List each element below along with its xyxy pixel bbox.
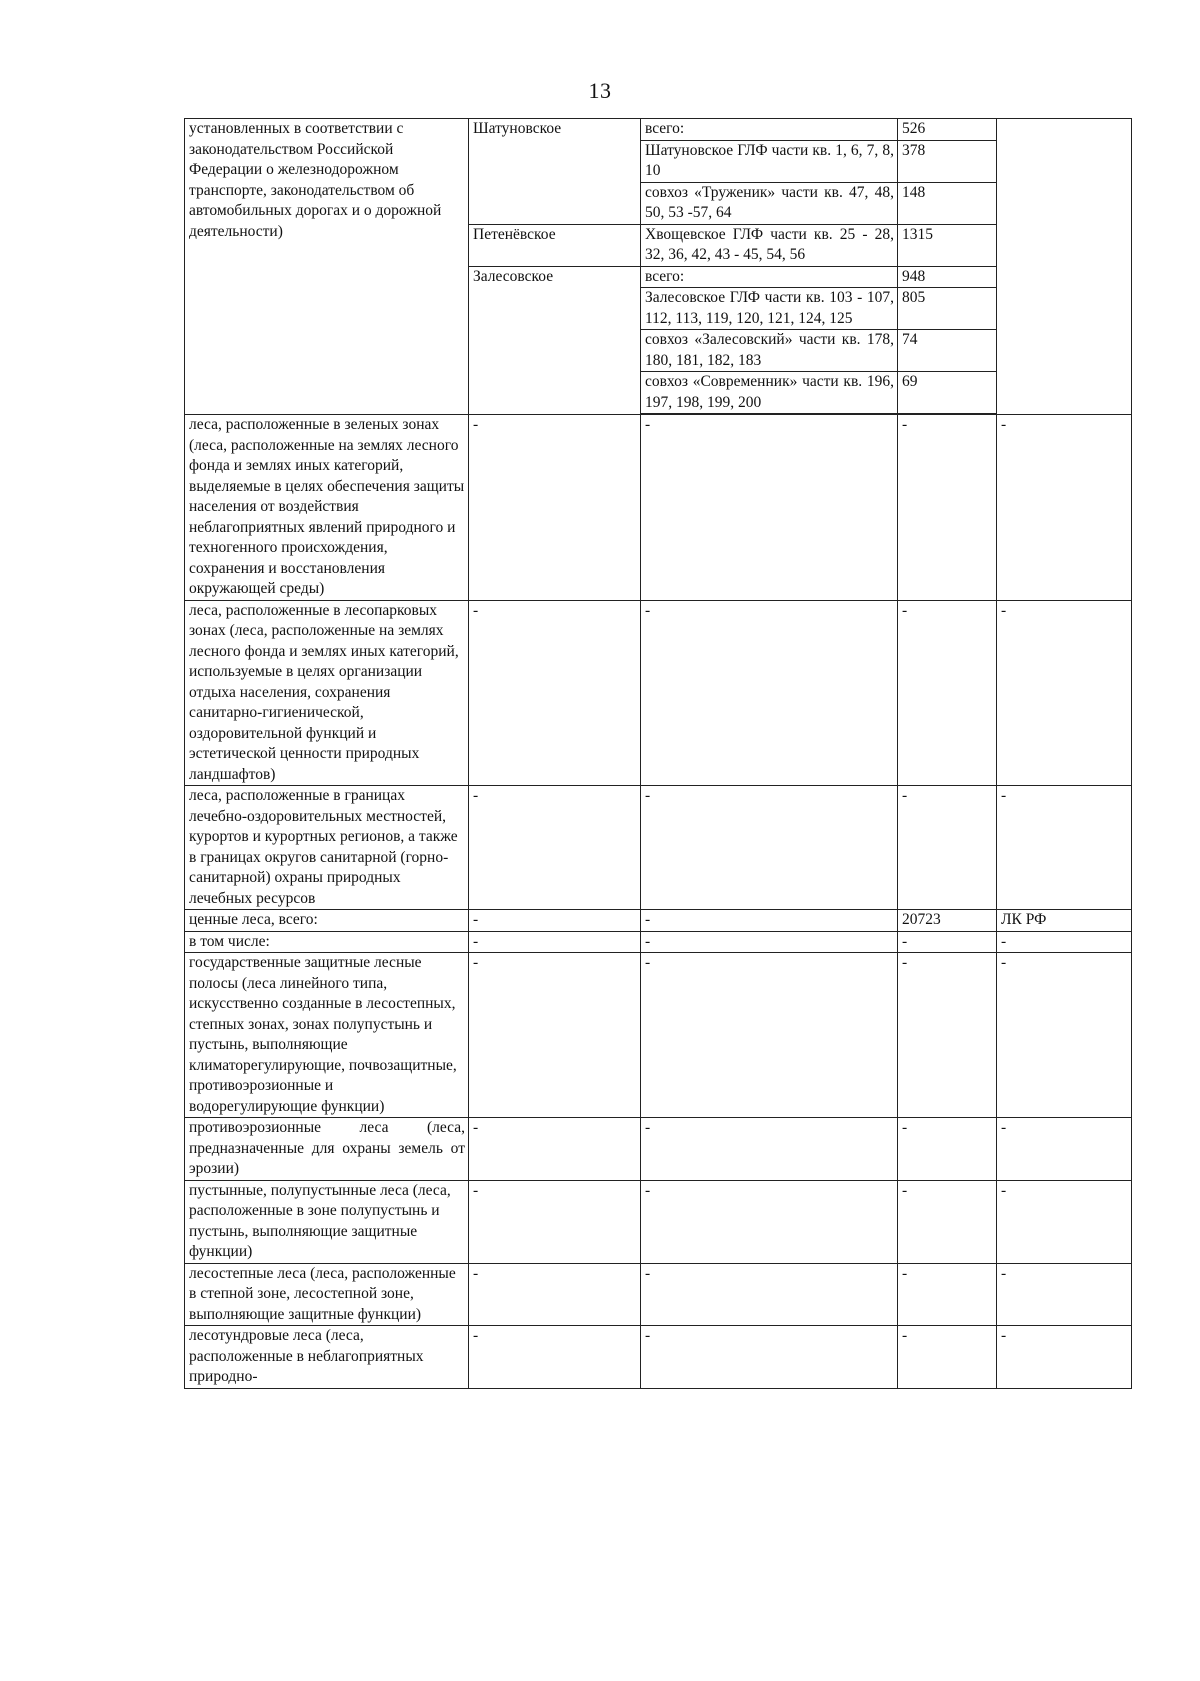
basis-cell: - [997, 953, 1132, 1118]
area-value-cell: 148 [898, 182, 997, 224]
basis-cell: - [997, 1263, 1132, 1326]
basis-cell [997, 119, 1132, 415]
category-cell: пустынные, полупустынные леса (леса, расположенные в зоне полупустынь и пустынь, выполняющие защитные функции) [185, 1180, 469, 1263]
area-value-cell: - [898, 931, 997, 953]
page-number: 13 [588, 78, 612, 103]
area-value-cell: 805 [898, 288, 997, 330]
district-cell: - [469, 600, 641, 786]
area-value-cell: 69 [898, 372, 997, 414]
table-row [185, 1263, 1132, 1326]
area-desc-cell: совхоз «Современник» части кв. 196, 197, 198, 199, 200 [641, 372, 898, 414]
area-desc-cell: Шатуновское ГЛФ части кв. 1, 6, 7, 8, 10 [641, 140, 898, 182]
area-value-cell: 1315 [898, 224, 997, 266]
basis-cell: - [997, 786, 1132, 910]
category-cell: леса, расположенные в границах лечебно-оздоровительных местностей, курортов и курортных регионов, а также в границах округов санитарной (горно-санитарной) охраны природных лечебных ресурсов [185, 786, 469, 910]
basis-cell: - [997, 1180, 1132, 1263]
area-desc-cell: - [641, 910, 898, 932]
area-desc-cell: Залесовское ГЛФ части кв. 103 - 107, 112, 113, 119, 120, 121, 124, 125 [641, 288, 898, 330]
table-row [185, 1118, 1132, 1181]
district-cell: - [469, 1326, 641, 1389]
district-cell: - [469, 931, 641, 953]
area-value-cell: 948 [898, 266, 997, 288]
category-cell: противоэрозионные леса (леса, предназначенные для охраны земель от эрозии) [185, 1118, 469, 1181]
area-desc-cell: всего: [641, 119, 898, 141]
area-desc-cell: - [641, 1180, 898, 1263]
area-desc-cell: совхоз «Залесовский» части кв. 178, 180, 181, 182, 183 [641, 330, 898, 372]
area-desc-cell: - [641, 1326, 898, 1389]
table-row [185, 953, 1132, 1118]
area-desc-cell: - [641, 600, 898, 786]
area-desc-cell: - [641, 931, 898, 953]
district-cell: Шатуновское [469, 119, 641, 225]
area-value-cell: 20723 [898, 910, 997, 932]
area-desc-cell: - [641, 786, 898, 910]
area-value-cell: - [898, 1263, 997, 1326]
district-cell: - [469, 953, 641, 1118]
district-cell: Петенёвское [469, 224, 641, 266]
area-desc-cell: совхоз «Труженик» части кв. 47, 48, 50, 53 -57, 64 [641, 182, 898, 224]
category-cell: лесотундровые леса (леса, расположенные в неблагоприятных природно- [185, 1326, 469, 1389]
table-row [185, 119, 1132, 141]
basis-cell: - [997, 415, 1132, 601]
basis-cell: - [997, 931, 1132, 953]
category-cell: леса, расположенные в зеленых зонах (леса, расположенные на землях лесного фонда и землях иных категорий, выделяемые в целях обеспечения защиты населения от воздействия неблагоприятных явлений природного и техногенного происхождения, сохранения и восстановления окружающей среды) [185, 415, 469, 601]
area-value-cell: 74 [898, 330, 997, 372]
category-cell: в том числе: [185, 931, 469, 953]
area-desc-cell: - [641, 415, 898, 601]
district-cell: - [469, 910, 641, 932]
forest-category-table [184, 118, 1132, 1389]
area-value-cell: - [898, 1326, 997, 1389]
table-row [185, 786, 1132, 910]
table-row [185, 931, 1132, 953]
district-cell: - [469, 415, 641, 601]
district-cell: - [469, 1118, 641, 1181]
table-row [185, 415, 1132, 601]
area-desc-cell: всего: [641, 266, 898, 288]
area-value-cell: 378 [898, 140, 997, 182]
category-cell: установленных в соответствии с законодательством Российской Федерации о железнодорожном транспорте, законодательством об автомобильных дорогах и о дорожной деятельности) [185, 119, 469, 415]
basis-cell: ЛК РФ [997, 910, 1132, 932]
basis-cell: - [997, 1118, 1132, 1181]
basis-cell: - [997, 1326, 1132, 1389]
category-cell: государственные защитные лесные полосы (леса линейного типа, искусственно созданные в лесостепных, степных зонах, зонах полупустынь и пустынь, выполняющие климаторегулирующие, почвозащитные, противоэрозионные и водорегулирующие функции) [185, 953, 469, 1118]
area-desc-cell: - [641, 1263, 898, 1326]
category-cell: ценные леса, всего: [185, 910, 469, 932]
area-value-cell: - [898, 1180, 997, 1263]
table-row [185, 910, 1132, 932]
district-cell: Залесовское [469, 266, 641, 415]
district-cell: - [469, 1263, 641, 1326]
area-desc-cell: - [641, 1118, 898, 1181]
category-cell: лесостепные леса (леса, расположенные в степной зоне, лесостепной зоне, выполняющие защитные функции) [185, 1263, 469, 1326]
area-value-cell: - [898, 600, 997, 786]
category-cell: леса, расположенные в лесопарковых зонах (леса, расположенные на землях лесного фонда и землях иных категорий, используемые в целях организации отдыха населения, сохранения санитарно-гигиенической, оздоровительной функций и эстетической ценности природных ландшафтов) [185, 600, 469, 786]
area-desc-cell: Хвощевское ГЛФ части кв. 25 - 28, 32, 36, 42, 43 - 45, 54, 56 [641, 224, 898, 266]
area-desc-cell: - [641, 953, 898, 1118]
area-value-cell: - [898, 1118, 997, 1181]
area-value-cell: - [898, 953, 997, 1118]
area-value-cell: - [898, 415, 997, 601]
basis-cell: - [997, 600, 1132, 786]
district-cell: - [469, 1180, 641, 1263]
area-value-cell: 526 [898, 119, 997, 141]
district-cell: - [469, 786, 641, 910]
table-row [185, 1326, 1132, 1389]
table-row [185, 1180, 1132, 1263]
area-value-cell: - [898, 786, 997, 910]
table-row [185, 600, 1132, 786]
